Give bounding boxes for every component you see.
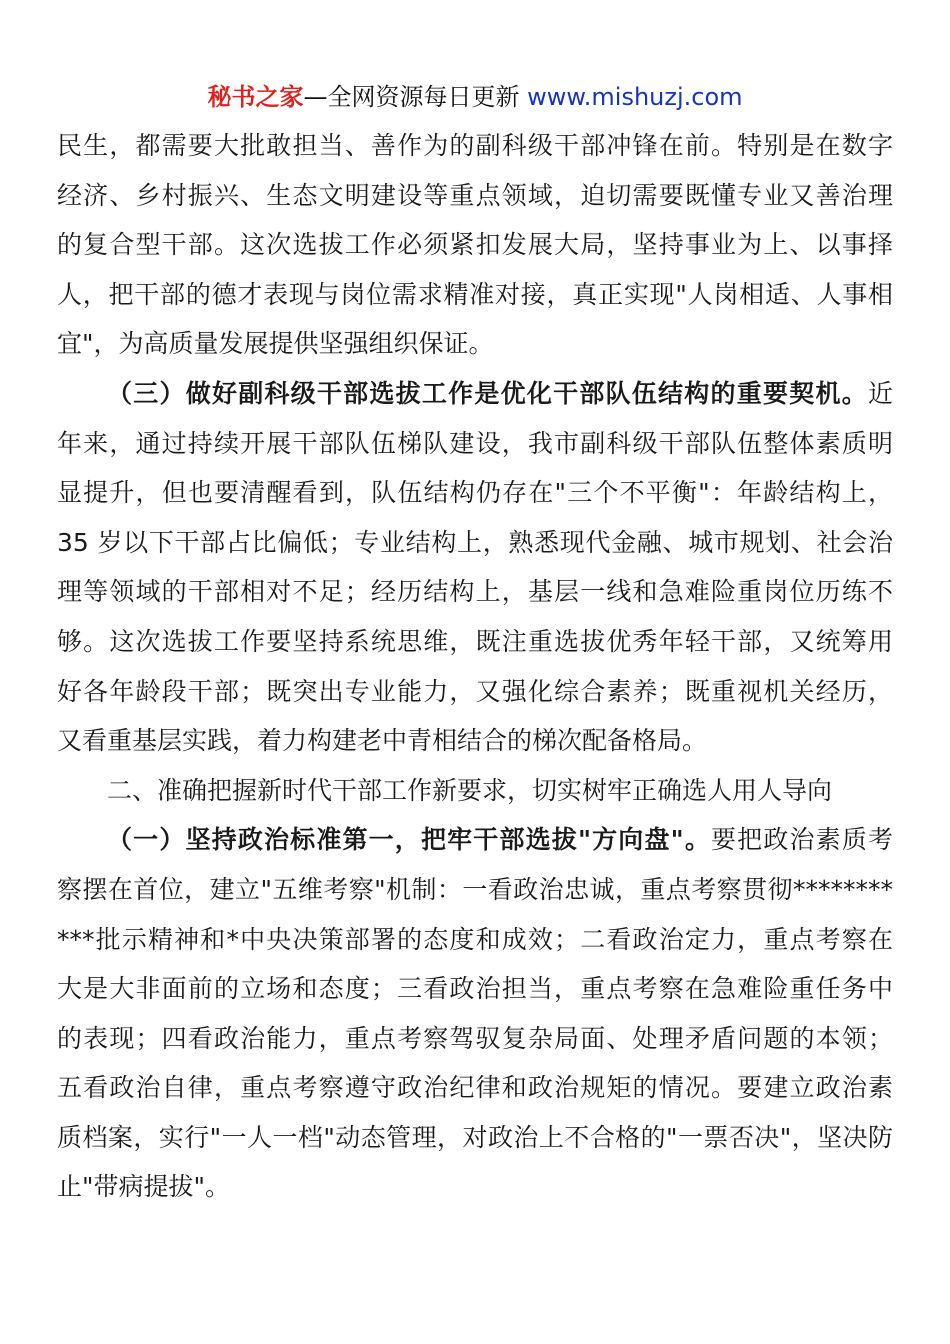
text-line: 又看重基层实践，着力构建老中青相结合的梯次配备格局。 [57,726,708,756]
text-line: 够。这次选拔工作要坚持系统思维，既注重选拔优秀年轻干部，又统筹用 [57,626,893,656]
text-line: 人，把干部的德才表现与岗位需求精准对接，真正实现"人岗相适、人事相 [57,279,893,309]
text-line: 五看政治自律，重点考察遵守政治纪律和政治规矩的情况。要建立政治素 [57,1073,893,1103]
document-body [57,121,893,1212]
paragraph-1 [57,121,893,369]
text-line: 止"带病提拔"。 [57,1172,230,1202]
text-line: 察摆在首位，建立"五维考察"机制：一看政治忠诚，重点考察贯彻******** [57,874,893,904]
text-fragment: 近 [867,378,893,408]
section-heading: （一）坚持政治标准第一，把牢干部选拔"方向盘"。 [107,825,711,855]
site-url-link[interactable]: www.mishuzj.com [527,83,743,111]
site-brand: 秘书之家 [207,83,304,111]
text-line: 宜"，为高质量发展提供坚强组织保证。 [57,329,494,359]
paragraph-4 [57,815,893,1212]
text-line: 质档案，实行"一人一档"动态管理，对政治上不合格的"一票否决"，坚决防 [57,1122,893,1152]
text-line: 显提升，但也要清醒看到，队伍结构仍存在"三个不平衡"：年龄结构上， [57,478,893,508]
text-line [57,815,893,865]
text-line: 35 岁以下干部占比偏低；专业结构上，熟悉现代金融、城市规划、社会治 [57,527,893,557]
text-line: 经济、乡村振兴、生态文明建设等重点领域，迫切需要既懂专业又善治理 [57,180,893,210]
site-header [0,80,950,114]
paragraph-2 [57,369,893,766]
text-line [57,369,893,419]
text-line: 好各年龄段干部；既突出专业能力，又强化综合素养；既重视机关经历， [57,676,893,706]
section-heading: （三）做好副科级干部选拔工作是优化干部队伍结构的重要契机。 [107,378,868,408]
paragraph-3 [57,766,893,816]
text-line: ***批示精神和*中央决策部署的态度和成效；二看政治定力，重点考察在 [57,924,893,954]
text-line: 民生，都需要大批敢担当、善作为的副科级干部冲锋在前。特别是在数字 [57,131,893,160]
text-line: 的复合型干部。这次选拔工作必须紧扣发展大局，坚持事业为上、以事择 [57,230,893,260]
section-title: 二、准确把握新时代干部工作新要求，切实树牢正确选人用人导向 [107,775,833,805]
text-line: 的表现；四看政治能力，重点考察驾驭复杂局面、处理矛盾问题的本领； [57,1023,893,1053]
text-line: 大是大非面前的立场和态度；三看政治担当，重点考察在急难险重任务中 [57,974,893,1004]
text-line: 年来，通过持续开展干部队伍梯队建设，我市副科级干部队伍整体素质明 [57,428,893,458]
site-tagline: —全网资源每日更新 [303,83,528,111]
text-fragment: 要把政治素质考 [711,825,893,855]
text-line: 理等领域的干部相对不足；经历结构上，基层一线和急难险重岗位历练不 [57,577,893,607]
